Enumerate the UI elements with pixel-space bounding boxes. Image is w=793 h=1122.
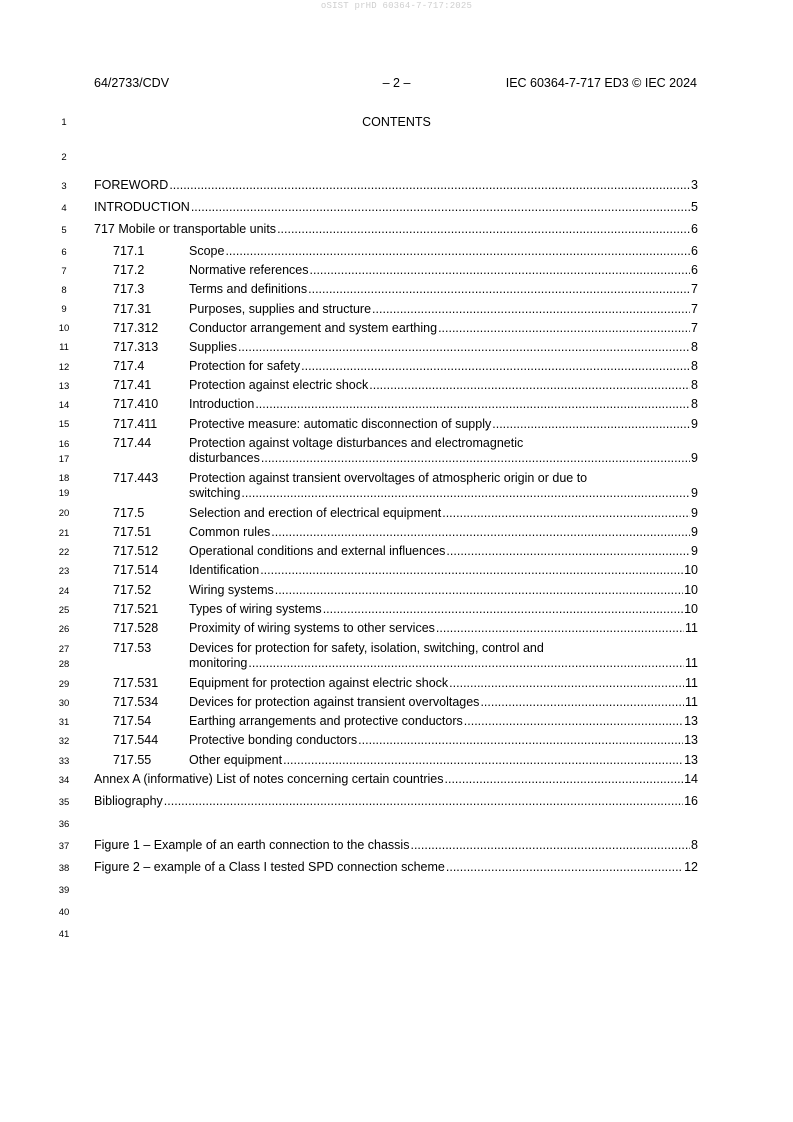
toc-entry[interactable] bbox=[94, 583, 698, 598]
toc-title: Common rules bbox=[189, 525, 271, 539]
figure-page: 12 bbox=[684, 860, 698, 874]
toc-entry[interactable] bbox=[94, 302, 698, 317]
line-number: 6 bbox=[61, 247, 67, 258]
toc-entry[interactable] bbox=[94, 544, 698, 559]
toc-title: Bibliography bbox=[94, 794, 163, 808]
toc-entry[interactable] bbox=[94, 525, 698, 540]
line-number: 19 bbox=[58, 488, 70, 499]
toc-entry[interactable] bbox=[94, 397, 698, 412]
toc-entry[interactable] bbox=[94, 753, 698, 768]
toc-entry-foreword[interactable] bbox=[94, 178, 698, 193]
toc-number: 717.51 bbox=[113, 525, 152, 539]
line-number: 34 bbox=[58, 775, 70, 786]
line-number: 14 bbox=[58, 400, 70, 411]
toc-page: 10 bbox=[684, 602, 698, 616]
toc-page: 10 bbox=[684, 583, 698, 597]
line-number: 9 bbox=[61, 304, 67, 315]
toc-title-line2: monitoring bbox=[189, 655, 248, 670]
toc-page: 11 bbox=[685, 655, 698, 670]
toc-entry-bibliography[interactable] bbox=[94, 794, 698, 809]
toc-page: 8 bbox=[691, 378, 698, 392]
toc-title: Normative references bbox=[189, 263, 309, 277]
line-number: 12 bbox=[58, 362, 70, 373]
toc-page: 9 bbox=[691, 506, 698, 520]
line-number: 20 bbox=[58, 508, 70, 519]
line-number: 15 bbox=[58, 419, 70, 430]
toc-entry[interactable] bbox=[94, 695, 698, 710]
line-number: 30 bbox=[58, 698, 70, 709]
line-number: 7 bbox=[61, 266, 67, 277]
line-number: 25 bbox=[58, 605, 70, 616]
toc-entry[interactable] bbox=[94, 340, 698, 355]
toc-title: Introduction bbox=[189, 397, 255, 411]
toc-entry[interactable] bbox=[94, 714, 698, 729]
toc-number: 717.31 bbox=[113, 302, 152, 316]
toc-number: 717.52 bbox=[113, 583, 152, 597]
toc-page: 13 bbox=[684, 753, 698, 767]
toc-page: 14 bbox=[684, 772, 698, 786]
toc-number: 717.531 bbox=[113, 676, 159, 690]
toc-title: Types of wiring systems bbox=[189, 602, 322, 616]
toc-page: 6 bbox=[691, 222, 698, 236]
toc-title-line1: Devices for protection for safety, isolation, switching, control and bbox=[189, 641, 544, 655]
figure-title: Figure 2 – example of a Class I tested SPD connection scheme bbox=[94, 860, 445, 874]
line-number: 17 bbox=[58, 454, 70, 465]
line-number: 35 bbox=[58, 797, 70, 808]
toc-title-line1: Protection against voltage disturbances and electromagnetic bbox=[189, 436, 524, 450]
toc-number: 717.3 bbox=[113, 282, 145, 296]
toc-number: 717.313 bbox=[113, 340, 159, 354]
toc-page: 16 bbox=[684, 794, 698, 808]
toc-title: Protection for safety bbox=[189, 359, 301, 373]
toc-page: 8 bbox=[691, 359, 698, 373]
figure-entry[interactable] bbox=[94, 860, 698, 875]
toc-page: 6 bbox=[691, 263, 698, 277]
toc-number: 717.528 bbox=[113, 621, 159, 635]
toc-page: 11 bbox=[685, 621, 698, 635]
toc-title: Supplies bbox=[189, 340, 237, 354]
toc-title: Wiring systems bbox=[189, 583, 274, 597]
line-number: 33 bbox=[58, 756, 70, 767]
toc-page: 9 bbox=[691, 525, 698, 539]
line-number: 4 bbox=[61, 203, 67, 214]
line-number: 13 bbox=[58, 381, 70, 392]
toc-title: 717 Mobile or transportable units bbox=[94, 222, 277, 236]
toc-entry[interactable] bbox=[94, 641, 698, 670]
line-number: 27 bbox=[58, 644, 70, 655]
standard-reference: IEC 60364-7-717 ED3 © IEC 2024 bbox=[505, 76, 697, 90]
toc-entry[interactable] bbox=[94, 263, 698, 278]
toc-entry[interactable] bbox=[94, 676, 698, 691]
line-number: 23 bbox=[58, 566, 70, 577]
toc-entry[interactable] bbox=[94, 359, 698, 374]
toc-number: 717.2 bbox=[113, 263, 145, 277]
toc-page: 9 bbox=[691, 450, 698, 465]
line-number: 36 bbox=[58, 819, 70, 830]
toc-title: FOREWORD bbox=[94, 178, 169, 192]
line-number: 37 bbox=[58, 841, 70, 852]
toc-entry[interactable] bbox=[94, 471, 698, 500]
toc-page: 9 bbox=[691, 485, 698, 500]
line-number: 5 bbox=[61, 225, 67, 236]
toc-number: 717.411 bbox=[113, 417, 158, 431]
toc-title: Annex A (informative) List of notes concerning certain countries bbox=[94, 772, 444, 786]
toc-page: 7 bbox=[691, 321, 698, 335]
toc-title: Conductor arrangement and system earthing bbox=[189, 321, 438, 335]
toc-entry[interactable] bbox=[94, 378, 698, 393]
toc-number: 717.534 bbox=[113, 695, 159, 709]
toc-number: 717.1 bbox=[113, 244, 145, 258]
toc-page: 10 bbox=[684, 563, 698, 577]
toc-page: 7 bbox=[691, 302, 698, 316]
toc-number: 717.544 bbox=[113, 733, 159, 747]
line-number: 29 bbox=[58, 679, 70, 690]
watermark: oSIST prHD 60364-7-717:2025 bbox=[320, 1, 473, 11]
line-number: 31 bbox=[58, 717, 70, 728]
line-number: 18 bbox=[58, 473, 70, 484]
toc-title: Other equipment bbox=[189, 753, 283, 767]
toc-title: Scope bbox=[189, 244, 225, 258]
toc-page: 5 bbox=[691, 200, 698, 214]
page-number: – 2 – bbox=[382, 76, 411, 90]
toc-entry-introduction[interactable] bbox=[94, 200, 698, 215]
toc-title-line2: disturbances bbox=[189, 450, 260, 465]
toc-number: 717.4 bbox=[113, 359, 145, 373]
toc-number: 717.54 bbox=[113, 714, 152, 728]
toc-title: Earthing arrangements and protective conductors bbox=[189, 714, 463, 728]
line-number: 41 bbox=[58, 929, 70, 940]
toc-title: Identification bbox=[189, 563, 260, 577]
toc-title-line2: switching bbox=[189, 485, 241, 500]
line-number: 2 bbox=[61, 152, 67, 163]
toc-page: 13 bbox=[684, 733, 698, 747]
page-title: CONTENTS bbox=[362, 115, 431, 129]
toc-title: Devices for protection against transient overvoltages bbox=[189, 695, 480, 709]
toc-entry[interactable] bbox=[94, 506, 698, 521]
toc-entry[interactable] bbox=[94, 321, 698, 336]
line-number: 3 bbox=[61, 181, 67, 192]
toc-number: 717.514 bbox=[113, 563, 159, 577]
line-number: 24 bbox=[58, 586, 70, 597]
toc-page: 6 bbox=[691, 244, 698, 258]
line-number: 28 bbox=[58, 659, 70, 670]
toc-entry[interactable] bbox=[94, 733, 698, 748]
toc-title: Operational conditions and external influences bbox=[189, 544, 446, 558]
toc-title: Selection and erection of electrical equipment bbox=[189, 506, 442, 520]
toc-entry-717[interactable] bbox=[94, 222, 698, 237]
toc-title: Purposes, supplies and structure bbox=[189, 302, 372, 316]
line-number: 10 bbox=[58, 323, 70, 334]
toc-entry[interactable] bbox=[94, 436, 698, 465]
line-number: 26 bbox=[58, 624, 70, 635]
toc-page: 8 bbox=[691, 340, 698, 354]
figure-title: Figure 1 – Example of an earth connection to the chassis bbox=[94, 838, 410, 852]
toc-title: Protection against electric shock bbox=[189, 378, 369, 392]
toc-number: 717.443 bbox=[113, 471, 159, 485]
line-number: 39 bbox=[58, 885, 70, 896]
toc-title: Equipment for protection against electric shock bbox=[189, 676, 449, 690]
line-number: 38 bbox=[58, 863, 70, 874]
figure-entry[interactable] bbox=[94, 838, 698, 853]
line-number: 11 bbox=[59, 342, 69, 353]
toc-entry[interactable] bbox=[94, 417, 698, 432]
line-number: 21 bbox=[58, 528, 70, 539]
toc-page: 11 bbox=[685, 695, 698, 709]
toc-entry[interactable] bbox=[94, 563, 698, 578]
toc-number: 717.5 bbox=[113, 506, 145, 520]
line-number: 32 bbox=[58, 736, 70, 747]
toc-entry[interactable] bbox=[94, 621, 698, 636]
toc-page: 11 bbox=[685, 676, 698, 690]
toc-number: 717.521 bbox=[113, 602, 159, 616]
toc-page: 9 bbox=[691, 417, 698, 431]
toc-number: 717.41 bbox=[113, 378, 152, 392]
toc-number: 717.312 bbox=[113, 321, 159, 335]
toc-title: INTRODUCTION bbox=[94, 200, 190, 214]
toc-number: 717.53 bbox=[113, 641, 152, 655]
toc-title-line1: Protection against transient overvoltages of atmospheric origin or due to bbox=[189, 471, 588, 485]
toc-number: 717.512 bbox=[113, 544, 159, 558]
toc-number: 717.44 bbox=[113, 436, 152, 450]
line-number: 8 bbox=[61, 285, 67, 296]
toc-page: 3 bbox=[691, 178, 698, 192]
line-number: 22 bbox=[58, 547, 70, 558]
line-number: 40 bbox=[58, 907, 70, 918]
toc-page: 13 bbox=[684, 714, 698, 728]
toc-entry[interactable] bbox=[94, 282, 698, 297]
toc-title: Protective bonding conductors bbox=[189, 733, 358, 747]
toc-entry-annex-a[interactable] bbox=[94, 772, 698, 787]
toc-page: 8 bbox=[691, 397, 698, 411]
toc-number: 717.410 bbox=[113, 397, 159, 411]
line-number: 1 bbox=[61, 117, 67, 128]
toc-number: 717.55 bbox=[113, 753, 152, 767]
toc-title: Protective measure: automatic disconnection of supply bbox=[189, 417, 492, 431]
toc-title: Terms and definitions bbox=[189, 282, 308, 296]
toc-page: 7 bbox=[691, 282, 698, 296]
toc-title: Proximity of wiring systems to other services bbox=[189, 621, 435, 635]
toc-entry[interactable] bbox=[94, 602, 698, 617]
figure-page: 8 bbox=[691, 838, 698, 852]
toc-page: 9 bbox=[691, 544, 698, 558]
line-number: 16 bbox=[58, 439, 70, 450]
doc-reference: 64/2733/CDV bbox=[94, 76, 170, 90]
toc-entry[interactable] bbox=[94, 244, 698, 259]
